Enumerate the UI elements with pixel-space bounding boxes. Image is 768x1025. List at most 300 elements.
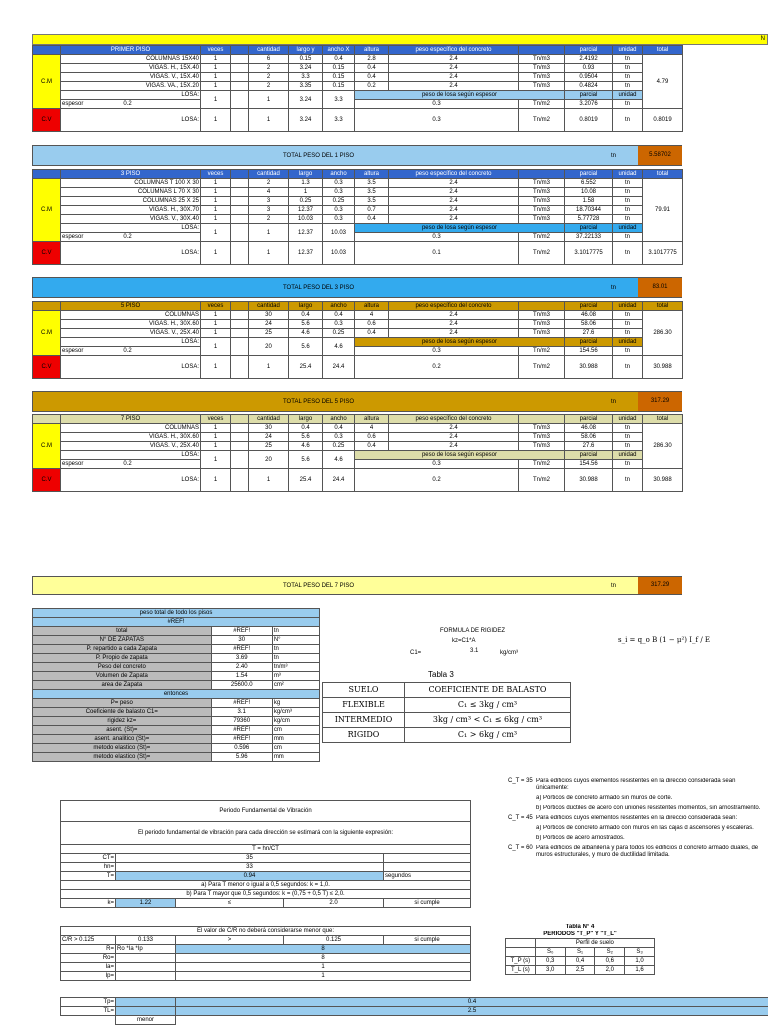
- piso7-row-name: VIGAS. V., 25X.40: [61, 442, 201, 451]
- piso5-row-l: 4.6: [289, 329, 323, 338]
- piso3-row-par: 1.58: [565, 197, 613, 206]
- piso1-row-h: 0.4: [355, 64, 389, 73]
- zapata-label: N° DE ZAPATAS: [33, 636, 212, 645]
- piso3-row-h: 3.5: [355, 188, 389, 197]
- piso3-losa-cant: 1: [249, 224, 289, 242]
- piso1-header-veces: veces: [201, 46, 231, 55]
- piso7-header-un: unidad: [613, 415, 643, 424]
- piso5-total-cm: 286.30: [643, 311, 683, 356]
- piso3-losa-l: 12.37: [289, 224, 323, 242]
- tabla4-col: S₃: [625, 948, 655, 957]
- piso3-row-pe: 2.4: [389, 215, 519, 224]
- piso1-row-cant: 2: [249, 82, 289, 91]
- piso3-cv-l: 12.37: [289, 242, 323, 265]
- espesor-value: 0.2: [123, 461, 131, 467]
- tabla3-suelo: RIGIDO: [323, 728, 405, 743]
- piso5-espesor: [61, 347, 201, 356]
- piso3-row-cant: 2: [249, 179, 289, 188]
- piso5-losa-cant: 20: [249, 338, 289, 356]
- piso3-total-label: TOTAL PESO DEL 3 PISO: [283, 285, 354, 291]
- piso3-losa-unidad-header: unidad: [613, 224, 643, 233]
- piso3-header-cantidad: cantidad: [249, 170, 289, 179]
- piso7-row-cant: 25: [249, 442, 289, 451]
- piso1-cv-u1: Tn/m2: [519, 109, 565, 132]
- piso7-row-blank: [231, 433, 249, 442]
- espesor-value: 0.2: [123, 348, 131, 354]
- zapata-unit: mm: [272, 753, 319, 762]
- piso7-losa-label: LOSA:: [61, 451, 201, 460]
- piso1-row-h: 0.4: [355, 73, 389, 82]
- ct-note: [508, 835, 766, 842]
- piso3-row-a: 0.25: [323, 197, 355, 206]
- piso5-row-un: tn: [613, 329, 643, 338]
- piso7-header-u1: [519, 415, 565, 424]
- piso1-row-un: tn: [613, 55, 643, 64]
- piso5-losa-l: 5.6: [289, 338, 323, 356]
- piso3-row-un: tn: [613, 215, 643, 224]
- losa-row: [33, 451, 683, 460]
- periodo-value: 0.94: [116, 872, 384, 881]
- piso3-row-blank: [231, 206, 249, 215]
- piso5-header-veces: veces: [201, 302, 231, 311]
- zapata-unit: cm²: [272, 681, 319, 690]
- zapata-rows-2: [33, 699, 320, 762]
- tptl-blank: [116, 1007, 176, 1016]
- piso7-losa-pe: 0.3: [355, 460, 519, 469]
- zapata-unit: tn: [272, 627, 319, 636]
- cr-row-value: 1: [176, 963, 471, 972]
- zapata-unit: cm: [272, 726, 319, 735]
- piso1-header-tot: total: [643, 46, 683, 55]
- piso3-row-par: 10.08: [565, 188, 613, 197]
- piso7-header-pe: peso específico del concreto: [389, 415, 519, 424]
- piso1-row-par: 0.4824: [565, 82, 613, 91]
- table-row: [323, 728, 571, 743]
- piso7-losa-a: 4.6: [323, 451, 355, 469]
- piso3-row-veces: 1: [201, 188, 231, 197]
- table-row: [33, 206, 683, 215]
- piso3-row-h: 3.5: [355, 197, 389, 206]
- piso1-cm-label: C.M: [33, 55, 61, 109]
- piso3-row-par: 18.70344: [565, 206, 613, 215]
- k-label: k=: [61, 899, 116, 908]
- piso5-row-u1: Tn/m3: [519, 329, 565, 338]
- piso1-espesor: [61, 100, 201, 109]
- periodo-value: 33: [116, 863, 384, 872]
- piso7-row-cant: 24: [249, 433, 289, 442]
- zapata-value: 0.596: [211, 744, 272, 753]
- piso1-cv-par: 0.8019: [565, 109, 613, 132]
- piso3-row-blank: [231, 215, 249, 224]
- piso7-row-name: COLUMNAS: [61, 424, 201, 433]
- piso7-header-l: largo: [289, 415, 323, 424]
- settlement-formula: s_i = q_o B (1 − μ²) I_f / E: [618, 636, 710, 644]
- piso3-row-cant: 3: [249, 206, 289, 215]
- periodo-label: CT=: [61, 854, 116, 863]
- piso5-cm-label: C.M: [33, 311, 61, 356]
- piso5-header-cantidad: cantidad: [249, 302, 289, 311]
- piso5-row-pe: 2.4: [389, 329, 519, 338]
- table-row: [33, 197, 683, 206]
- piso5-row-a: 0.25: [323, 329, 355, 338]
- piso3-total-cm: 79.91: [643, 179, 683, 242]
- piso3-header-blank: [231, 170, 249, 179]
- piso5-row-par: 46.08: [565, 311, 613, 320]
- piso1-row-u1: Tn/m3: [519, 82, 565, 91]
- piso1-row-pe: 2.4: [389, 82, 519, 91]
- piso1-losa-a: 3.3: [323, 91, 355, 109]
- piso5-row-u1: Tn/m3: [519, 320, 565, 329]
- table-row: [33, 55, 683, 64]
- table-row: [33, 433, 683, 442]
- piso1-row-veces: 1: [201, 64, 231, 73]
- piso1-cv-total: 0.8019: [643, 109, 683, 132]
- top-marker: N: [761, 36, 765, 42]
- tptl-value: 2.5: [176, 1007, 768, 1016]
- zapata-unit: m³: [272, 672, 319, 681]
- table-row: [61, 863, 471, 872]
- piso1-cv-a: 3.3: [323, 109, 355, 132]
- tabla4-cell: 2,5: [565, 966, 595, 975]
- table-row: [33, 708, 320, 717]
- zapata-value: 25600.0: [211, 681, 272, 690]
- r-label: R=: [61, 945, 116, 954]
- zapata-value: #REF!: [211, 735, 272, 744]
- r-value: 8: [176, 945, 471, 954]
- espesor-label: espesor: [62, 234, 83, 240]
- ct-text: Para edificios cuyos elementos resistentes en la direcció considerada sean:: [536, 815, 766, 822]
- piso5-row-cant: 24: [249, 320, 289, 329]
- piso7-header-a: ancho: [323, 415, 355, 424]
- piso7-cv-total: 30.988: [643, 469, 683, 492]
- piso3-row-veces: 1: [201, 206, 231, 215]
- ct-text: b) Pórticos dúctiles de acero con uniones resistentes momentos, sin arriostramiento.: [536, 805, 766, 812]
- zapata-table: [32, 608, 320, 762]
- piso5-losa-par: 154.56: [565, 347, 613, 356]
- table-row: [323, 698, 571, 713]
- tabla3-head-coef: COEFICIENTE DE BALASTO: [405, 683, 571, 698]
- piso5-row-un: tn: [613, 320, 643, 329]
- zapata-label: asent. (St)=: [33, 726, 212, 735]
- piso7-row-un: tn: [613, 442, 643, 451]
- cond-a: a) Para T menor o igual a 0,5 segundos: k = 1,0.: [61, 881, 471, 890]
- piso3-cv-label: C.V: [33, 242, 61, 265]
- piso7-row-un: tn: [613, 424, 643, 433]
- piso5-cv-losa: LOSA:: [61, 356, 201, 379]
- piso1-header-l: largo y: [289, 46, 323, 55]
- table-row: [33, 717, 320, 726]
- piso3-losa-par: 37.22133: [565, 233, 613, 242]
- piso7-losa-unidad-header: unidad: [613, 451, 643, 460]
- zapata-label: P= peso: [33, 699, 212, 708]
- piso7-row-u1: Tn/m3: [519, 433, 565, 442]
- piso5-row-cant: 25: [249, 329, 289, 338]
- tabla3-coef: 3kg / cm³ < C₁ ≤ 6kg / cm³: [405, 713, 571, 728]
- cv-row: [33, 356, 683, 379]
- zapata-value: 1.54: [211, 672, 272, 681]
- piso3-row-blank: [231, 179, 249, 188]
- zapata-label: metodo elastico (St)=: [33, 744, 212, 753]
- table-row: [33, 627, 320, 636]
- piso5-header-title: 5 PISO: [61, 302, 201, 311]
- piso5-losa-unidad-header: unidad: [613, 338, 643, 347]
- piso1-row-name: VIGAS. H., 15X.40: [61, 64, 201, 73]
- cr-value: 0.133: [116, 936, 176, 945]
- piso1-row-blank: [231, 73, 249, 82]
- zapata-unit: tn/m³: [272, 663, 319, 672]
- piso3-row-blank: [231, 188, 249, 197]
- piso1-total-value: 5.58702: [638, 146, 682, 165]
- piso3-row-pe: 2.4: [389, 179, 519, 188]
- periodo-desc: El periodo fundamental de vibración para cada dirección se estimará con la siguiente expresión:: [61, 822, 471, 845]
- piso3-total-bar: [32, 277, 682, 298]
- cr-min: 0.125: [284, 936, 384, 945]
- ct-note: [508, 825, 766, 832]
- piso5-row-cant: 30: [249, 311, 289, 320]
- table-row: [33, 663, 320, 672]
- piso5-table: [32, 301, 683, 379]
- piso3-row-un: tn: [613, 188, 643, 197]
- piso5-total-unit: tn: [611, 399, 616, 405]
- tabla3-suelo: INTERMEDIO: [323, 713, 405, 728]
- piso1-cv-blank: [231, 109, 249, 132]
- piso7-row-veces: 1: [201, 442, 231, 451]
- cv-row: [33, 109, 683, 132]
- ct-text: b) Pórticos de acero arriostrados.: [536, 835, 766, 842]
- losa-row: [33, 224, 683, 233]
- zapata-label: total: [33, 627, 212, 636]
- piso1-losa-veces: 1: [201, 91, 231, 109]
- zapata-label: rigidez kz=: [33, 717, 212, 726]
- ct-note: [508, 778, 766, 792]
- piso3-table: [32, 169, 683, 265]
- piso1-row-u1: Tn/m3: [519, 55, 565, 64]
- piso3-row-veces: 1: [201, 197, 231, 206]
- piso7-losa-blank: [231, 451, 249, 469]
- piso3-cv-losa: LOSA:: [61, 242, 201, 265]
- piso7-row-name: VIGAS. H., 30X.60: [61, 433, 201, 442]
- piso1-total-bar: [32, 145, 682, 166]
- zapata-rows: [33, 627, 320, 690]
- piso3-row-cant: 3: [249, 197, 289, 206]
- tptl-table: [60, 997, 768, 1025]
- zapata-label: metodo elastico (St)=: [33, 753, 212, 762]
- table-row: [33, 82, 683, 91]
- cr-label: C/R > 0.125: [61, 936, 116, 945]
- piso5-row-l: 0.4: [289, 311, 323, 320]
- piso7-cv-un: tn: [613, 469, 643, 492]
- tabla4-cell: 2,0: [595, 966, 625, 975]
- tabla4-cell: 3,0: [535, 966, 565, 975]
- ct-notes: [508, 778, 766, 862]
- table-row: [61, 998, 768, 1007]
- piso7-cm-label: C.M: [33, 424, 61, 469]
- piso5-corner: [33, 302, 61, 311]
- periodo-label: T=: [61, 872, 116, 881]
- piso3-row-u1: Tn/m3: [519, 197, 565, 206]
- piso7-row-pe: 2.4: [389, 442, 519, 451]
- piso1-row-l: 3.35: [289, 82, 323, 91]
- piso3-row-par: 6.552: [565, 179, 613, 188]
- piso7-cv-cant: 1: [249, 469, 289, 492]
- piso7-losa-cant: 20: [249, 451, 289, 469]
- piso5-cv-par: 30.988: [565, 356, 613, 379]
- piso3-losa-un: tn: [613, 233, 643, 242]
- piso5-row-pe: 2.4: [389, 320, 519, 329]
- piso1-row-u1: Tn/m3: [519, 73, 565, 82]
- piso7-cv-blank: [231, 469, 249, 492]
- periodo-value: 35: [116, 854, 384, 863]
- ct-value: [508, 795, 536, 802]
- piso5-row-name: VIGAS. V., 25X.40: [61, 329, 201, 338]
- piso7-table: [32, 414, 683, 492]
- zapata-ref: #REF!: [33, 618, 320, 627]
- piso1-row-name: VIGAS. VA., 15X.20: [61, 82, 201, 91]
- cr-row-blank: [116, 972, 176, 981]
- tptl-rows: [61, 998, 768, 1016]
- piso1-row-blank: [231, 82, 249, 91]
- espesor-value: 0.2: [123, 101, 131, 107]
- piso3-row-un: tn: [613, 206, 643, 215]
- piso1-row-pe: 2.4: [389, 64, 519, 73]
- cr-row-label: Ip=: [61, 972, 116, 981]
- tabla4-cell: 1,0: [625, 957, 655, 966]
- piso5-cv-u1: Tn/m2: [519, 356, 565, 379]
- ct-note: [508, 845, 766, 859]
- zapata-label: area de Zapata: [33, 681, 212, 690]
- tabla4-cell: 1,6: [625, 966, 655, 975]
- piso3-row-par: 5.77728: [565, 215, 613, 224]
- piso5-row-un: tn: [613, 311, 643, 320]
- piso7-row-un: tn: [613, 433, 643, 442]
- piso3-row-a: 0.3: [323, 215, 355, 224]
- cr-row-value: 8: [176, 954, 471, 963]
- piso3-cv-pe: 0.1: [355, 242, 519, 265]
- piso5-losa-parcial-header: parcial: [565, 338, 613, 347]
- piso1-row-veces: 1: [201, 55, 231, 64]
- piso3-row-un: tn: [613, 197, 643, 206]
- piso3-header-veces: veces: [201, 170, 231, 179]
- espesor-label: espesor: [62, 461, 83, 467]
- c1-value: 3.1: [470, 648, 478, 654]
- piso3-row-un: tn: [613, 179, 643, 188]
- tabla3: [322, 682, 571, 743]
- cr-table: [60, 926, 471, 981]
- piso1-losa-parcial-header: parcial: [565, 91, 613, 100]
- table-row: [33, 681, 320, 690]
- table-row: [506, 966, 655, 975]
- piso7-row-l: 5.6: [289, 433, 323, 442]
- piso1-row-name: COLUMNAS 15X40: [61, 55, 201, 64]
- piso3-header-tot: total: [643, 170, 683, 179]
- piso7-row-a: 0.4: [323, 424, 355, 433]
- piso1-row-un: tn: [613, 64, 643, 73]
- piso1-row-h: 2.8: [355, 55, 389, 64]
- ct-note: [508, 815, 766, 822]
- piso1-row-par: 0.93: [565, 64, 613, 73]
- piso1-losa-u1: Tn/m2: [519, 100, 565, 109]
- piso3-row-h: 0.7: [355, 206, 389, 215]
- piso1-header-blank: [231, 46, 249, 55]
- piso7-row-a: 0.25: [323, 442, 355, 451]
- losa-row: [33, 460, 683, 469]
- top-header-bar: [32, 34, 768, 45]
- zapata-value: #REF!: [211, 627, 272, 636]
- zapata-label: Volumen de Zapata: [33, 672, 212, 681]
- piso3-row-veces: 1: [201, 179, 231, 188]
- ct-value: C_T = 45: [508, 815, 536, 822]
- zapata-value: 30: [211, 636, 272, 645]
- tabla4-cell: 0,4: [565, 957, 595, 966]
- piso5-header-u1: [519, 302, 565, 311]
- piso7-row-l: 4.6: [289, 442, 323, 451]
- tptl-label: TL=: [61, 1007, 116, 1016]
- piso3-espesor: [61, 233, 201, 242]
- piso7-cv-a: 24.4: [323, 469, 355, 492]
- piso3-row-a: 0.3: [323, 188, 355, 197]
- zapata-unit: tn: [272, 645, 319, 654]
- piso1-losa-par: 3.2076: [565, 100, 613, 109]
- piso3-header-pe: peso específico del concreto: [389, 170, 519, 179]
- piso5-header-blank: [231, 302, 249, 311]
- formula-title: FORMULA DE RIGIDEZ: [440, 628, 505, 634]
- piso3-row-h: 3.5: [355, 179, 389, 188]
- zapata-unit: cm: [272, 744, 319, 753]
- ct-value: [508, 835, 536, 842]
- piso5-row-a: 0.4: [323, 311, 355, 320]
- ct-value: C_T = 35: [508, 778, 536, 792]
- piso7-cv-par: 30.988: [565, 469, 613, 492]
- piso5-row-h: 4: [355, 311, 389, 320]
- c1-unit: kg/cm³: [500, 650, 518, 656]
- piso7-losa-u1: Tn/m2: [519, 460, 565, 469]
- piso1-row-l: 3.3: [289, 73, 323, 82]
- piso3-row-name: COLUMNAS T 100 X 30: [61, 179, 201, 188]
- piso7-losa-peso-header: peso de losa según espesor: [355, 451, 565, 460]
- total-piso7-label: TOTAL PESO DEL 7 PISO: [283, 583, 354, 589]
- piso5-total-value: 317.29: [638, 392, 682, 411]
- piso5-total-label: TOTAL PESO DEL 5 PISO: [283, 399, 354, 405]
- zapata-title: peso total de todo los pisos: [33, 609, 320, 618]
- cr-row-blank: [116, 954, 176, 963]
- ct-note: [508, 795, 766, 802]
- zapata-unit: tn: [272, 654, 319, 663]
- piso3-losa-parcial-header: parcial: [565, 224, 613, 233]
- piso7-corner: [33, 415, 61, 424]
- piso1-total-unit: tn: [611, 153, 616, 159]
- piso3-losa-peso-header: peso de losa según espesor: [355, 224, 565, 233]
- piso1-row-a: 0.15: [323, 73, 355, 82]
- piso3-row-u1: Tn/m3: [519, 179, 565, 188]
- piso3-corner: [33, 170, 61, 179]
- piso3-header-par: parcial: [565, 170, 613, 179]
- k-ok: si cumple: [384, 899, 471, 908]
- tabla3-suelo: FLEXIBLE: [323, 698, 405, 713]
- table-row: [33, 672, 320, 681]
- piso1-row-pe: 2.4: [389, 55, 519, 64]
- tabla4-cell: 0,3: [535, 957, 565, 966]
- piso1-row-l: 3.24: [289, 64, 323, 73]
- tabla4-cell: T_L (s): [506, 966, 536, 975]
- piso1-row-a: 0.15: [323, 64, 355, 73]
- piso1-row-cant: 2: [249, 73, 289, 82]
- k-value: 1.22: [116, 899, 176, 908]
- piso3-row-name: COLUMNAS L 70 X 30: [61, 188, 201, 197]
- zapata-unit: N°: [272, 636, 319, 645]
- cr-row-blank: [116, 963, 176, 972]
- table-row: [506, 957, 655, 966]
- table-row: [61, 972, 471, 981]
